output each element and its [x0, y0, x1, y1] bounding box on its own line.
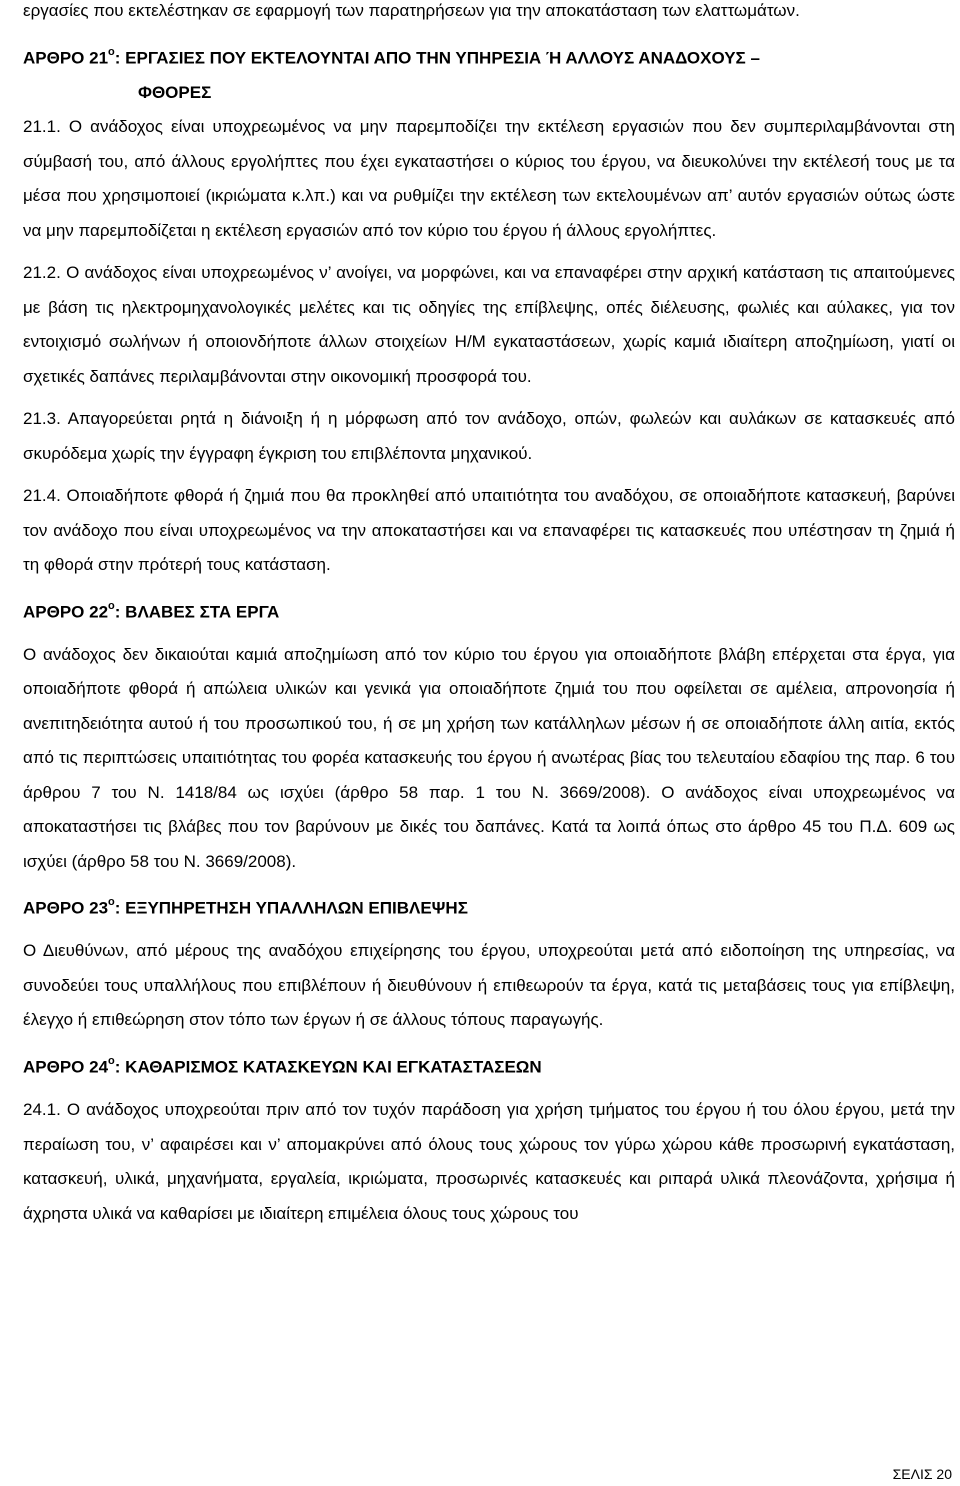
article-21-1-paragraph: 21.1. Ο ανάδοχος είναι υποχρεωμένος να μην παρεμποδίζει την εκτέλεση εργασιών που δεν συμπεριλαμβάνονται στη σύμβασή του, από άλλους εργολήπτες που έχει εγκαταστήσει ο κύριος του έργου, να διευκολύνει την εκτέλεσή τους με τα μέσα που χρησιμοποιεί (ικριώματα κ.λπ.) και να ρυθμίζει την εκτέλεση των εκτελουμένων απ’ αυτόν εργασιών ούτως ώστε να μην παρεμποδίζεται η εκτέλεση εργασιών από τον κύριο του έργου ή άλλους εργολήπτες. [23, 117, 955, 240]
article-22-paragraph: Ο ανάδοχος δεν δικαιούται καμιά αποζημίωση από τον κύριο του έργου για οποιαδήποτε βλάβη επέρχεται στα έργα, για οποιαδήποτε φθορά ή απώλεια υλικών και γενικά για οποιαδήποτε ζημιά του που οφείλεται σε αμέλεια, απρονοησία ή ανεπιτηδειότητα αυτού ή του προσωπικού του, ή σε μη χρήση των κατάλληλων μέσων ή σε οποιαδήποτε άλλη αιτία, εκτός από τις περιπτώσεις υπαιτιότητας του φορέα κατασκευής του έργου ή ανωτέρας βίας του τελευταίου εδαφίου της παρ. 6 του άρθρου 7 του Ν. 1418/84 ως ισχύει (άρθρο 58 παρ. 1 του Ν. 3669/2008). Ο ανάδοχος είναι υποχρεωμένος να αποκαταστήσει τις βλάβες που τον βαρύνουν με δικές του δαπάνες. Κατά τα λοιπά όπως στο άρθρο 45 του Π.Δ. 609 ως ισχύει (άρθρο 58 του Ν. 3669/2008). [23, 644, 955, 871]
document-page [23, 0, 955, 1231]
article-21-4-paragraph: 21.4. Οποιαδήποτε φθορά ή ζημιά που θα προκληθεί από υπαιτιότητα του αναδόχου, σε οποιαδήποτε κατασκευή, βαρύνει τον ανάδοχο που είναι υποχρεωμένος να την αποκαταστήσει και να επαναφέρει τις κατασκευές που υπέστησαν τη ζημιά ή τη φθορά στην πρότερή τους κατάσταση. [23, 486, 955, 575]
article-23-heading: ΑΡΘΡΟ $23^o$: ΕΞΥΠΗΡΕΤΗΣΗ ΥΠΑΛΛΗΛΩΝ ΕΠΙΒΛΕΨΗΣ [23, 896, 468, 918]
article-22-heading: ΑΡΘΡΟ $22^o$: ΒΛΑΒΕΣ ΣΤΑ ΕΡΓΑ [23, 599, 280, 622]
article-21-3-paragraph: 21.3. Απαγορεύεται ρητά η διάνοιξη ή η μόρφωση από τον ανάδοχο, οπών, φωλεών και αυλάκων σε κατασκευές από σκυρόδεμα χωρίς την έγγραφη έγκριση του επιβλέποντα μηχανικού. [23, 409, 955, 463]
article-24-1-paragraph: 24.1. Ο ανάδοχος υποχρεούται πριν από τον τυχόν παράδοση για χρήση τμήματος του έργου ή του όλου έργου, μετά την περαίωση του, ν’ αφαιρέσει και ν’ απομακρύνει από όλους τους χώρους τον γύρω χώρου κάθε προσωρινή εγκατάσταση, κατασκευή, υλικά, μηχανήματα, εργαλεία, ικριώματα, προσωρινές κατασκευές και ριπαρά υλικά πλεονάζοντα, χρήσιμα ή άχρηστα υλικά να καθαρίσει με ιδιαίτερη επιμέλεια όλους τους χώρους του [23, 1100, 955, 1223]
paragraph-continuation: εργασίες που εκτελέστηκαν σε εφαρμογή των παρατηρήσεων για την αποκατάσταση των ελαττωμάτων. [23, 1, 800, 20]
page-number: ΣΕΛΙΣ 20 [892, 1466, 952, 1482]
article-21-heading: ΑΡΘΡΟ $21^o$: ΕΡΓΑΣΙΕΣ ΠΟΥ ΕΚΤΕΛΟΥΝΤΑΙ ΑΠΟ ΤΗΝ ΥΠΗΡΕΣΙΑ Ή ΑΛΛΟΥΣ ΑΝΑΔΟΧΟΥΣ – ΦΘΟΡΕΣ [23, 45, 760, 102]
article-21-2-paragraph: 21.2. Ο ανάδοχος είναι υποχρεωμένος ν’ ανοίγει, να μορφώνει, και να επαναφέρει στην αρχική κατάσταση τις απαιτούμενες με βάση τις ηλεκτρομηχανολογικές μελέτες και τις οδηγίες της επίβλεψης, οπές διέλευσης, φωλιές και αύλακες, για τον εντοιχισμό σωλήνων ή οποιονδήποτε άλλων στοιχείων Η/Μ εγκαταστάσεων, χωρίς καμιά ιδιαίτερη αποζημίωση, γιατί οι σχετικές δαπάνες περιλαμβάνονται στην οικονομική προσφορά του. [23, 263, 955, 386]
article-24-heading: ΑΡΘΡΟ $24^o$: ΚΑΘΑΡΙΣΜΟΣ ΚΑΤΑΣΚΕΥΩΝ ΚΑΙ ΕΓΚΑΤΑΣΤΑΣΕΩΝ [23, 1054, 542, 1077]
article-23-paragraph: Ο Διευθύνων, από μέρους της αναδόχου επιχείρησης του έργου, υποχρεούται μετά από ειδοποίηση της υπηρεσίας, να συνοδεύει τους υπαλλήλους που επιβλέπουν ή διευθύνουν ή επιθεωρούν τα έργα, κατά τις μεταβάσεις τους για επίβλεψη, έλεγχο ή επιθεώρηση στον τόπο των έργων ή σε άλλους τόπους παραγωγής. [23, 941, 955, 1030]
